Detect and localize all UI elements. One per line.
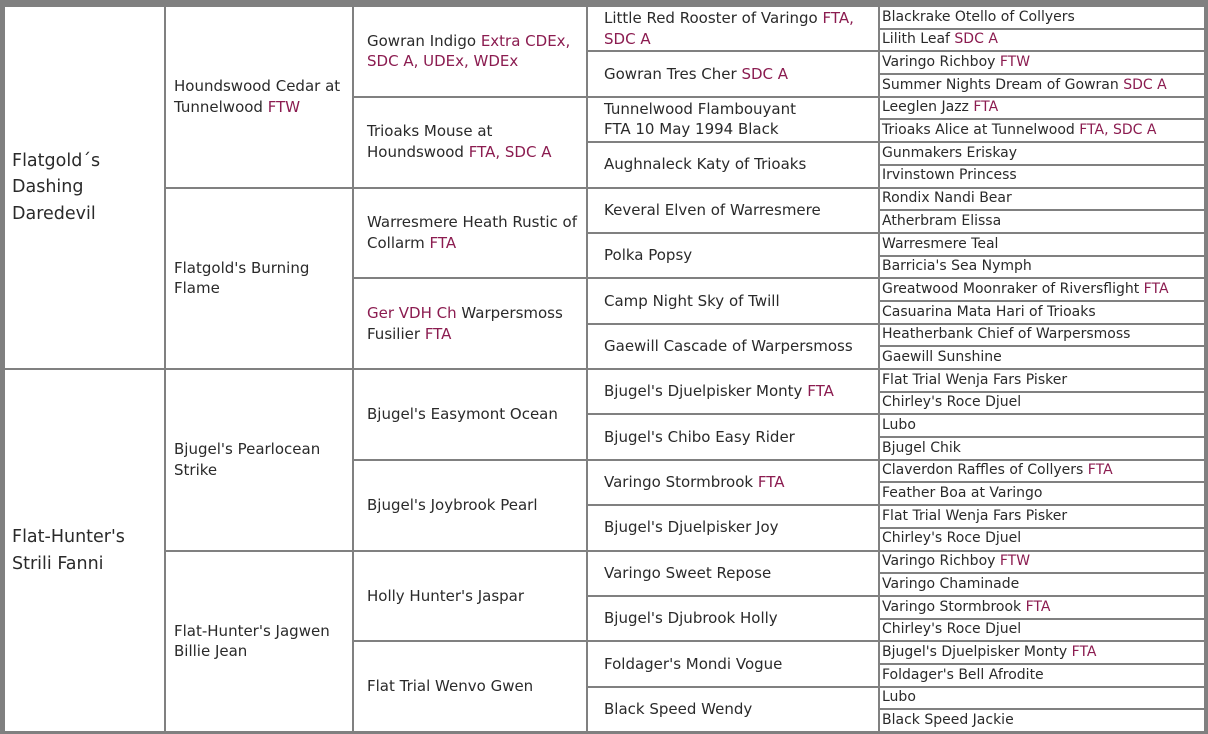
dog-titles: FTA, SDC A [468, 143, 552, 162]
gen5-ancestor[interactable] [880, 370, 1204, 391]
dog-name: Tunnelwood Flambouyant FTA 10 May 1994 Black [604, 99, 796, 139]
dog-titles: FTW [267, 97, 301, 116]
gen5-ancestor[interactable] [880, 257, 1204, 278]
dog-name: Bjugel Chik [882, 439, 961, 456]
gen4-ancestor[interactable] [588, 597, 878, 640]
gen3-ancestor[interactable] [354, 461, 586, 550]
dog-titles: SDC A [954, 31, 998, 48]
gen3-ancestor[interactable] [354, 370, 586, 459]
gen5-ancestor[interactable] [880, 688, 1204, 709]
gen5-ancestor[interactable] [880, 75, 1204, 96]
dog-name: Trioaks Alice at Tunnelwood [882, 122, 1075, 139]
dam[interactable] [5, 370, 164, 731]
dog-name: Bjugel's Djuelpisker Monty [882, 643, 1068, 660]
dog-name: Warresmere Heath Rustic of Collarm [367, 213, 577, 252]
dog-name: Polka Popsy [604, 246, 693, 265]
gen5-ancestor[interactable] [880, 620, 1204, 641]
gen4-ancestor[interactable] [588, 279, 878, 322]
gen5-ancestor[interactable] [880, 393, 1204, 414]
gen5-ancestor[interactable] [880, 506, 1204, 527]
dog-name: Aughnaleck Katy of Trioaks [604, 155, 807, 174]
dog-name: Rondix Nandi Bear [882, 190, 1012, 207]
gen5-ancestor[interactable] [880, 7, 1204, 28]
dog-titles: SDC A [741, 64, 789, 83]
dog-name: Flat Trial Wenvo Gwen [367, 677, 534, 696]
dog-name: Summer Nights Dream of Gowran [882, 76, 1119, 93]
dog-name: Varingo Stormbrook [882, 598, 1022, 615]
dog-name: Irvinstown Princess [882, 167, 1017, 184]
dog-name: Varingo Stormbrook [604, 473, 754, 492]
sire[interactable] [5, 7, 164, 368]
gen3-ancestor[interactable] [354, 642, 586, 731]
granddam-paternal[interactable] [166, 189, 352, 369]
gen4-ancestor[interactable] [588, 98, 878, 141]
dog-name: Lubo [882, 417, 916, 434]
dog-name: Bjugel's Pearlocean Strike [174, 440, 321, 479]
pedigree-table [5, 7, 1202, 731]
dog-titles: FTW [999, 553, 1031, 570]
dog-name: Gaewill Cascade of Warpersmoss [604, 336, 853, 355]
dog-name: Warpersmoss Fusilier [367, 303, 563, 343]
dog-text [12, 148, 158, 227]
dog-name: Bjugel's Djuelpisker Joy [604, 518, 779, 537]
grandsire-paternal[interactable] [166, 7, 352, 187]
gen5-ancestor[interactable] [880, 665, 1204, 686]
dog-name: Holly Hunter's Jaspar [367, 586, 525, 605]
dog-titles: SDC A [1123, 76, 1167, 93]
gen5-ancestor[interactable] [880, 30, 1204, 51]
dog-text [12, 524, 158, 577]
dog-name: Blackrake Otello of Collyers [882, 8, 1075, 25]
gen5-ancestor[interactable] [880, 120, 1204, 141]
dog-name: Feather Boa at Varingo [882, 485, 1043, 502]
dog-name: Claverdon Raffles of Collyers [882, 462, 1084, 479]
dog-titles: FTW [999, 54, 1031, 71]
dog-name: Trioaks Mouse at Houndswood [367, 122, 493, 162]
gen5-ancestor[interactable] [880, 483, 1204, 504]
gen5-ancestor[interactable] [880, 211, 1204, 232]
gen5-ancestor[interactable] [880, 438, 1204, 459]
dog-name: Bjugel's Easymont Ocean [367, 405, 558, 424]
dog-name: Chirley's Roce Djuel [882, 394, 1022, 411]
dog-titles: FTA [429, 233, 457, 252]
dog-name: Chirley's Roce Djuel [882, 530, 1022, 547]
dog-prefix-title: Ger VDH Ch [367, 303, 457, 322]
dog-name: Flat Trial Wenja Fars Pisker [882, 371, 1068, 388]
dog-titles: FTA [807, 382, 834, 401]
dog-titles: FTA [1025, 598, 1051, 615]
dog-name: Leeglen Jazz [882, 99, 969, 116]
gen5-ancestor[interactable] [880, 166, 1204, 187]
gen4-ancestor[interactable] [588, 370, 878, 413]
dog-titles: FTA [1087, 462, 1113, 479]
dog-name: Lilith Leaf [882, 31, 950, 48]
dog-name: Atherbram Elissa [882, 212, 1002, 229]
dog-name: Bjugel's Djubrook Holly [604, 609, 778, 628]
granddam-maternal[interactable] [166, 552, 352, 732]
dog-name: Casuarina Mata Hari of Trioaks [882, 303, 1096, 320]
dog-name: Heatherbank Chief of Warpersmoss [882, 326, 1131, 343]
gen3-ancestor[interactable] [354, 552, 586, 641]
gen4-ancestor[interactable] [588, 189, 878, 232]
dog-name: Lubo [882, 689, 916, 706]
dog-name: Varingo Richboy [882, 553, 996, 570]
gen4-ancestor[interactable] [588, 415, 878, 458]
dog-name: Varingo Chaminade [882, 575, 1020, 592]
gen5-ancestor[interactable] [880, 597, 1204, 618]
dog-name: Gowran Indigo [367, 31, 477, 50]
gen5-ancestor[interactable] [880, 574, 1204, 595]
gen5-ancestor[interactable] [880, 234, 1204, 255]
dog-name: Chirley's Roce Djuel [882, 621, 1022, 638]
gen5-ancestor[interactable] [880, 710, 1204, 731]
gen5-ancestor[interactable] [880, 642, 1204, 663]
gen5-ancestor[interactable] [880, 143, 1204, 164]
dog-name: Flatgold´s Dashing Daredevil [12, 151, 101, 224]
gen3-ancestor[interactable] [354, 98, 586, 187]
gen5-ancestor[interactable] [880, 529, 1204, 550]
dog-titles: FTA [1143, 280, 1169, 297]
dog-name: Gunmakers Eriskay [882, 144, 1018, 161]
dog-titles: FTA [424, 324, 452, 343]
dog-name: Barricia's Sea Nymph [882, 258, 1032, 275]
gen4-ancestor[interactable] [588, 506, 878, 549]
dog-titles: FTA [757, 473, 785, 492]
gen5-ancestor[interactable] [880, 347, 1204, 368]
dog-name: Gaewill Sunshine [882, 348, 1002, 365]
gen5-ancestor[interactable] [880, 325, 1204, 346]
gen4-ancestor[interactable] [588, 461, 878, 504]
gen5-ancestor[interactable] [880, 415, 1204, 436]
dog-titles: Extra CDEx, SDC A, UDEx, WDEx [367, 31, 571, 71]
gen4-ancestor[interactable] [588, 642, 878, 685]
dog-name: Bjugel's Chibo Easy Rider [604, 427, 795, 446]
dog-name: Little Red Rooster of Varingo [604, 9, 818, 27]
grandsire-maternal[interactable] [166, 370, 352, 550]
dog-name: Camp Night Sky of Twill [604, 291, 780, 310]
dog-titles: FTA, SDC A [1079, 122, 1157, 139]
dog-name: Foldager's Mondi Vogue [604, 654, 783, 673]
dog-name: Foldager's Bell Afrodite [882, 666, 1044, 683]
dog-name: Keveral Elven of Warresmere [604, 200, 821, 219]
dog-name: Flat Trial Wenja Fars Pisker [882, 507, 1068, 524]
dog-name: Black Speed Jackie [882, 711, 1014, 728]
dog-name: Houndswood Cedar at Tunnelwood [174, 77, 341, 116]
gen4-ancestor[interactable] [588, 7, 878, 50]
gen5-ancestor[interactable] [880, 98, 1204, 119]
dog-name: Flat-Hunter's Jagwen Billie Jean [174, 621, 330, 661]
dog-name: Greatwood Moonraker of Riversflight [882, 280, 1140, 297]
dog-titles: FTA [1071, 643, 1097, 660]
dog-titles: FTA [973, 99, 999, 116]
gen5-ancestor[interactable] [880, 189, 1204, 210]
gen5-ancestor[interactable] [880, 461, 1204, 482]
gen4-ancestor[interactable] [588, 552, 878, 595]
gen3-ancestor[interactable] [354, 279, 586, 368]
dog-name: Bjugel's Joybrook Pearl [367, 495, 538, 514]
gen5-ancestor[interactable] [880, 279, 1204, 300]
dog-name: Bjugel's Djuelpisker Monty [604, 382, 803, 401]
dog-name: Gowran Tres Cher [604, 64, 737, 83]
dog-name: Varingo Sweet Repose [604, 563, 772, 582]
dog-titles: FTA, SDC A [604, 9, 854, 48]
dog-name: Flat-Hunter's Strili Fanni [12, 527, 125, 574]
gen4-ancestor[interactable] [588, 688, 878, 731]
gen4-ancestor[interactable] [588, 325, 878, 368]
gen5-ancestor[interactable] [880, 52, 1204, 73]
gen5-ancestor[interactable] [880, 302, 1204, 323]
gen4-ancestor[interactable] [588, 234, 878, 277]
gen3-ancestor[interactable] [354, 7, 586, 96]
gen5-ancestor[interactable] [880, 552, 1204, 573]
dog-name: Warresmere Teal [882, 235, 999, 252]
gen4-ancestor[interactable] [588, 143, 878, 186]
gen4-ancestor[interactable] [588, 52, 878, 95]
dog-name: Black Speed Wendy [604, 699, 753, 718]
gen3-ancestor[interactable] [354, 189, 586, 278]
dog-name: Varingo Richboy [882, 54, 996, 71]
dog-name: Flatgold's Burning Flame [174, 258, 310, 298]
